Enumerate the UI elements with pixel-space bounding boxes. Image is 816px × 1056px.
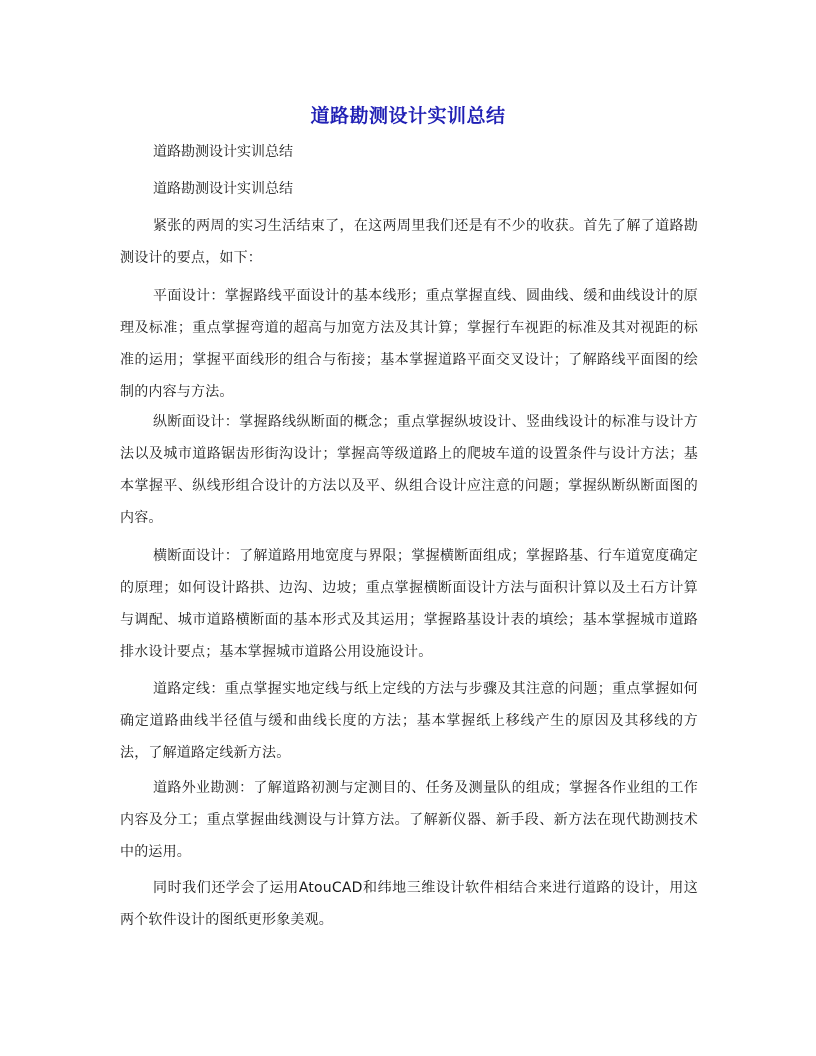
- paragraph-plane-design: 平面设计：掌握路线平面设计的基本线形；重点掌握直线、圆曲线、缓和曲线设计的原理及标准；重点掌握弯道的超高与加宽方法及其计算；掌握行车视距的标准及其对视距的标准的运用；掌握平面线形的组合与衔接；基本掌握道路平面交叉设计；了解路线平面图的绘制的内容与方法。: [120, 288, 698, 400]
- paragraph-profile-design: 纵断面设计：掌握路线纵断面的概念；重点掌握纵坡设计、竖曲线设计的标准与设计方法以及城市道路锯齿形街沟设计；掌握高等级道路上的爬坡车道的设置条件与设计方法；基本掌握平、纵线形组合设计的方法以及平、纵组合设计应注意的问题；掌握纵断纵断面图的内容。: [120, 414, 698, 526]
- subtitle-line-2: 道路勘测设计实训总结: [153, 181, 293, 197]
- document-title: 道路勘测设计实训总结: [310, 105, 506, 127]
- paragraph-software: 同时我们还学会了运用AtouCAD和纬地三维设计软件相结合来进行道路的设计，用这两个软件设计的图纸更形象美观。: [120, 880, 698, 928]
- paragraph-intro: 紧张的两周的实习生活结束了，在这两周里我们还是有不少的收获。首先了解了道路勘测设计的要点，如下：: [120, 218, 698, 266]
- subtitle-line-1: 道路勘测设计实训总结: [153, 144, 293, 160]
- paragraph-cross-section-design: 横断面设计：了解道路用地宽度与界限；掌握横断面组成；掌握路基、行车道宽度确定的原理；如何设计路拱、边沟、边坡；重点掌握横断面设计方法与面积计算以及土石方计算与调配、城市道路横断面的基本形式及其运用；掌握路基设计表的填绘；基本掌握城市道路排水设计要点；基本掌握城市道路公用设施设计。: [120, 548, 698, 660]
- paragraph-field-survey: 道路外业勘测：了解道路初测与定测目的、任务及测量队的组成；掌握各作业组的工作内容及分工；重点掌握曲线测设与计算方法。了解新仪器、新手段、新方法在现代勘测技术中的运用。: [120, 780, 698, 860]
- paragraph-route-location: 道路定线：重点掌握实地定线与纸上定线的方法与步骤及其注意的问题；重点掌握如何确定道路曲线半径值与缓和曲线长度的方法；基本掌握纸上移线产生的原因及其移线的方法，了解道路定线新方法。: [120, 681, 698, 761]
